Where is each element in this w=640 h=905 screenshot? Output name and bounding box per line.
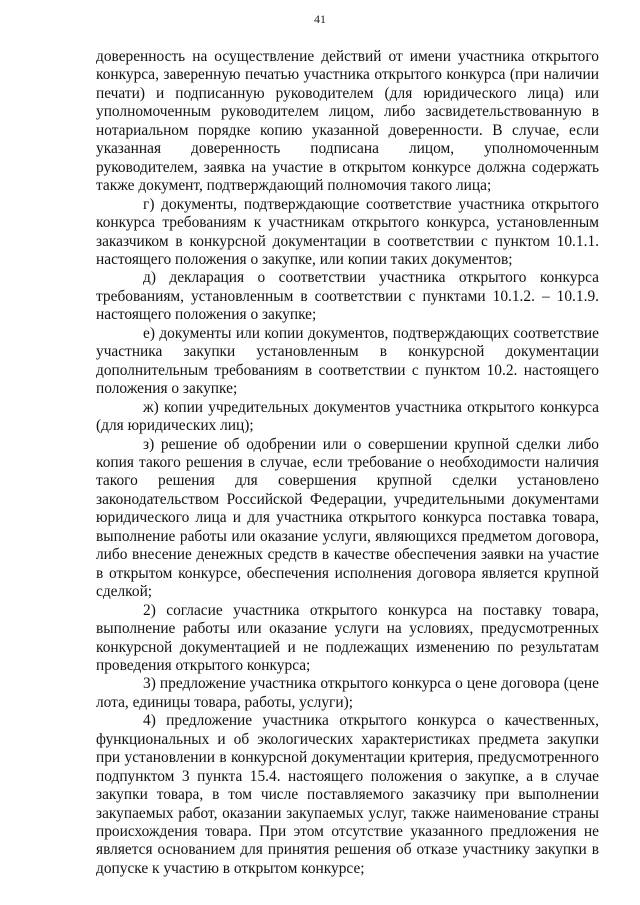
paragraph-item-4: 4) предложение участника открытого конкурса о качественных, функциональных и об экологических характеристиках предмета закупки при установлении в конкурсной документации критерия, предусмотренного подпунктом 3 пункта 15.4. настоящего положения о закупке, а в случае закупки товара, в том числе поставляемого заказчику при выполнении закупаемых работ, оказании закупаемых услуг, также наименование страны происхождения товара. При этом отсутствие указанного предложения не является основанием для принятия решения об отказе участнику закупки в допуске к участию в открытом конкурсе; [96, 712, 599, 877]
paragraph-item-e: е) документы или копии документов, подтверждающих соответствие участника закупки установленным в конкурсной документации дополнительным требованиям в соответствии с пунктом 10.2. настоящего положения о закупке; [96, 324, 599, 398]
paragraph-continuation: доверенность на осуществление действий от имени участника открытого конкурса, заверенную печатью участника открытого конкурса (при наличии печати) и подписанную руководителем (для юридического лица) или уполномоченным руководителем лицом, либо засвидетельствованную в нотариальном порядке копию указанной доверенности. В случае, если указанная доверенность подписана лицом, уполномоченным руководителем, заявка на участие в открытом конкурсе должна содержать также документ, подтверждающий полномочия такого лица; [96, 48, 599, 195]
paragraph-item-g: г) документы, подтверждающие соответствие участника открытого конкурса требованиям к участникам открытого конкурса, установленным заказчиком в конкурсной документации в соответствии с пунктом 10.1.1. настоящего положения о закупке, или копии таких документов; [96, 195, 599, 268]
paragraph-item-d: д) декларация о соответствии участника открытого конкурса требованиям, установленным в соответствии с пунктами 10.1.2. – 10.1.9. настоящего положения о закупке; [96, 269, 599, 324]
document-body [96, 48, 599, 878]
paragraph-item-zh: ж) копии учредительных документов участника открытого конкурса (для юридических лиц); [96, 398, 599, 435]
paragraph-item-3: 3) предложение участника открытого конкурса о цене договора (цене лота, единицы товара, работы, услуги); [96, 675, 599, 711]
page-number: 41 [314, 12, 326, 26]
paragraph-item-2: 2) согласие участника открытого конкурса на поставку товара, выполнение работы или оказание услуги на условиях, предусмотренных конкурсной документацией и не подлежащих изменению по результатам проведения открытого конкурса; [96, 601, 599, 674]
paragraph-item-z: з) решение об одобрении или о совершении крупной сделки либо копия такого решения в случае, если требование о необходимости наличия такого решения для совершения крупной сделки установлено законодательством Российской Федерации, учредительными документами юридического лица и для участника открытого конкурса поставка товара, выполнение работы или оказание услуги, являющихся предметом договора, либо внесение денежных средств в качестве обеспечения заявки на участие в открытом конкурсе, обеспечения исполнения договора является крупной сделкой; [96, 435, 599, 601]
